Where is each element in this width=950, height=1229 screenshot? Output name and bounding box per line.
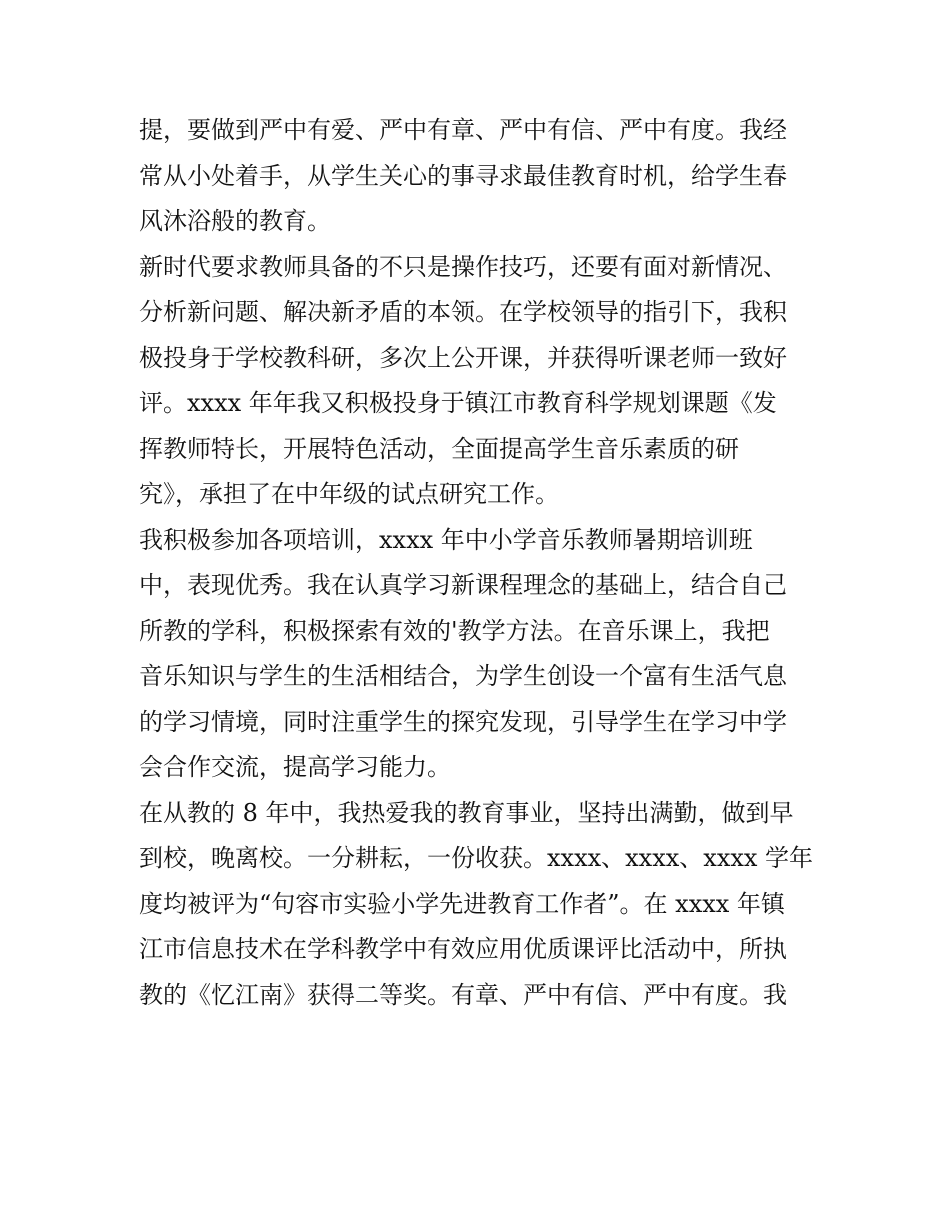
text-line: 究》，承担了在中年级的试点研究工作。: [139, 480, 559, 508]
text-line: 常从小处着手，从学生关心的事寻求最佳教育时机，给学生春: [139, 161, 787, 190]
text-line: 提，要做到严中有爱、严中有章、严中有信、严中有度。我经: [139, 116, 787, 144]
text-line: 音乐知识与学生的生活相结合，为学生创设一个富有生活气息: [139, 662, 787, 690]
text-line: 到校，晚离校。一分耕耘，一份收获。xxxx、xxxx、xxxx 学年: [139, 844, 814, 872]
text-line: 所教的学科，积极探索有效的'教学方法。在音乐课上，我把: [139, 616, 770, 645]
text-line: 极投身于学校教科研，多次上公开课，并获得听课老师一致好: [139, 343, 787, 372]
text-line: 新时代要求教师具备的不只是操作技巧，还要有面对新情况、: [139, 252, 787, 281]
text-line: 挥教师特长，开展特色活动，全面提高学生音乐素质的研: [139, 434, 739, 463]
text-line: 风沐浴般的教育。: [139, 207, 331, 235]
text-line: 中，表现优秀。我在认真学习新课程理念的基础上，结合自己: [139, 571, 787, 599]
text-line: 我积极参加各项培训，xxxx 年中小学音乐教师暑期培训班: [139, 525, 753, 554]
text-line: 的学习情境，同时注重学生的探究发现，引导学生在学习中学: [139, 707, 787, 736]
text-line: 分析新问题、解决新矛盾的本领。在学校领导的指引下，我积: [139, 298, 787, 326]
text-line: 会合作交流，提高学习能力。: [139, 753, 451, 781]
text-line: 江市信息技术在学科教学中有效应用优质课评比活动中，所执: [139, 935, 787, 963]
text-line: 教的《忆江南》获得二等奖。有章、严中有信、严中有度。我: [139, 980, 787, 1009]
text-line: 在从教的 8 年中，我热爱我的教育事业，坚持出满勤，做到早: [139, 798, 794, 827]
body-text: [139, 108, 819, 1018]
text-line: 评。xxxx 年年我又积极投身于镇江市教育科学规划课题《发: [139, 389, 777, 417]
text-line: 度均被评为“句容市实验小学先进教育工作者”。在 xxxx 年镇: [139, 889, 785, 918]
